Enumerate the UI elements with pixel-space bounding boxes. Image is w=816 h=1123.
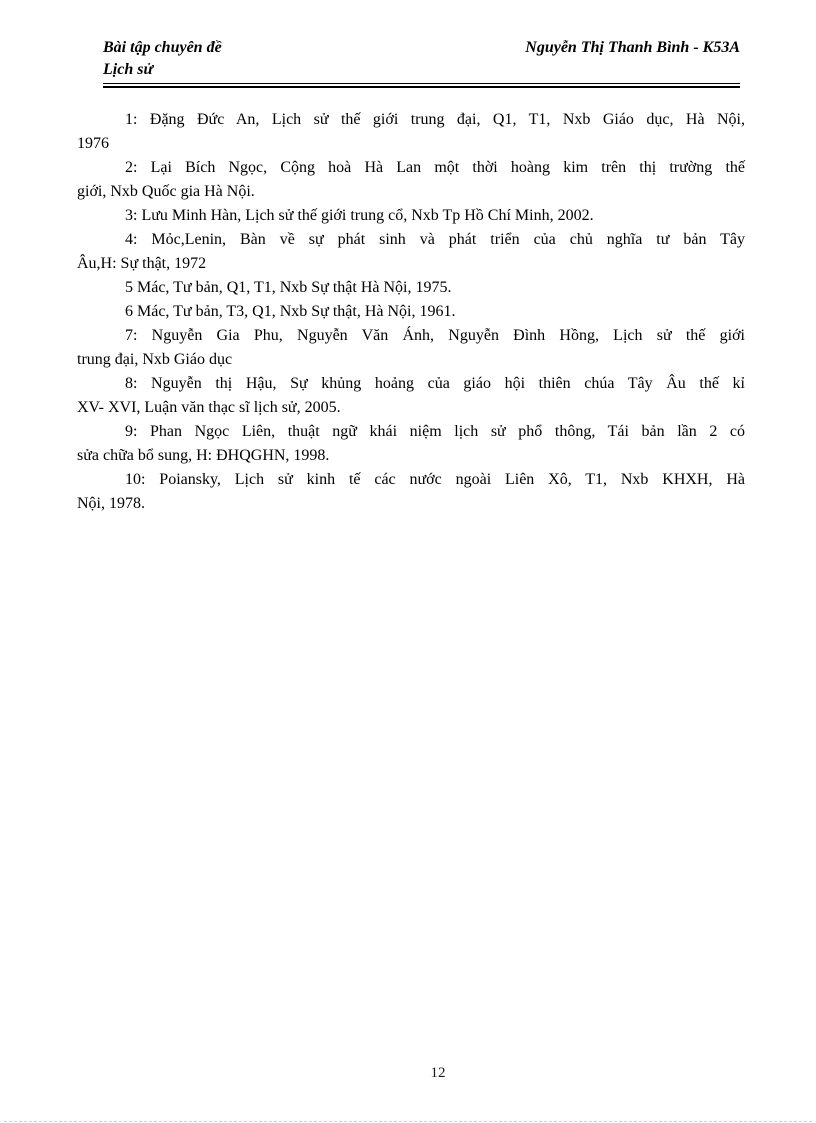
- reference-line: 3: Lưu Minh Hàn, Lịch sử thế giới trung cổ, Nxb Tp Hồ Chí Minh, 2002.: [125, 207, 594, 224]
- page-break-dotted-line: [4, 1121, 812, 1122]
- header-row-1: [103, 37, 740, 59]
- page-number: 12: [430, 1065, 446, 1081]
- reference-item: [77, 300, 745, 324]
- reference-item: [77, 324, 745, 372]
- reference-line: giới, Nxb Quốc gia Hà Nội.: [77, 183, 255, 200]
- reference-line: sửa chữa bổ sung, H: ĐHQGHN, 1998.: [77, 447, 330, 464]
- reference-line: 10: Poiansky, Lịch sử kinh tế các nước ngoài Liên Xô, T1, Nxb KHXH, Hà: [125, 471, 745, 488]
- reference-line: 1: Đặng Đức An, Lịch sử thế giới trung đại, Q1, T1, Nxb Giáo dục, Hà Nội,: [125, 111, 745, 128]
- reference-item: [77, 156, 745, 204]
- reference-item: [77, 276, 745, 300]
- reference-line: 5 Mác, Tư bản, Q1, T1, Nxb Sự thật Hà Nội, 1975.: [125, 279, 452, 296]
- reference-line: trung đại, Nxb Giáo dục: [77, 351, 233, 368]
- reference-item: [77, 228, 745, 276]
- reference-item: [77, 108, 745, 156]
- reference-line: XV- XVI, Luận văn thạc sĩ lịch sử, 2005.: [77, 399, 341, 416]
- header-title-left: Bài tập chuyên đề: [103, 39, 222, 56]
- references-list: [77, 108, 745, 516]
- header-author: Nguyễn Thị Thanh Bình - K53A: [525, 39, 740, 56]
- header-title-left-line2: Lịch sử: [103, 61, 154, 78]
- reference-line: 7: Nguyễn Gia Phu, Nguyễn Văn Ánh, Nguyễn Đình Hồng, Lịch sử thế giới: [125, 327, 745, 344]
- reference-line: 8: Nguyễn thị Hậu, Sự khủng hoảng của giáo hội thiên chúa Tây Âu thế kỉ: [125, 375, 745, 392]
- reference-item: [77, 468, 745, 516]
- reference-line: 1976: [77, 135, 109, 152]
- reference-line: Nội, 1978.: [77, 495, 145, 512]
- reference-line: Âu,H: Sự thật, 1972: [77, 255, 207, 272]
- header-row-2: [103, 59, 740, 81]
- reference-item: [77, 204, 745, 228]
- header-rule: [103, 83, 740, 88]
- reference-line: 4: Mỏc,Lenin, Bàn về sự phát sinh và phát triển của chủ nghĩa tư bản Tây: [125, 231, 745, 248]
- reference-line: 2: Lại Bích Ngọc, Cộng hoà Hà Lan một thời hoàng kim trên thị trường thế: [125, 159, 745, 176]
- reference-item: [77, 420, 745, 468]
- reference-line: 9: Phan Ngọc Liên, thuật ngữ khái niệm lịch sử phổ thông, Tái bản lần 2 có: [125, 423, 745, 440]
- reference-item: [77, 372, 745, 420]
- page-header: [103, 37, 740, 81]
- reference-line: 6 Mác, Tư bản, T3, Q1, Nxb Sự thật, Hà Nội, 1961.: [125, 303, 456, 320]
